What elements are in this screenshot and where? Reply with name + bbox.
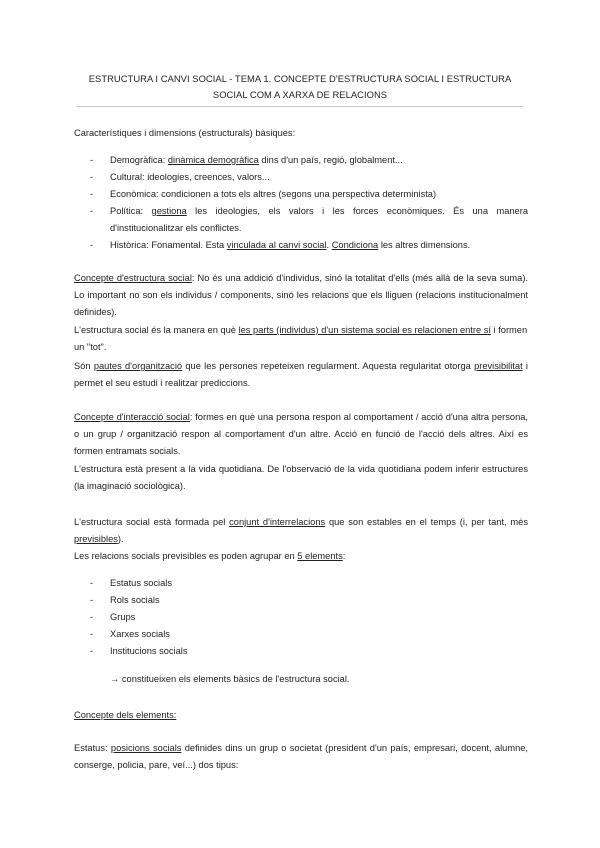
- list-dash: -: [90, 189, 94, 199]
- list-item: - Grups: [74, 609, 528, 626]
- estructura-paragraph-3: Són pautes d'organització que les persones repeteixen regularment. Aquesta regularitat otorga previsibilitat i permet el seu estudi i realitzar prediccions.: [74, 361, 528, 388]
- list-dash: -: [90, 595, 94, 605]
- list-dash: -: [90, 578, 94, 588]
- section-heading-elements: Concepte dels elements:: [74, 710, 177, 720]
- estructura-paragraph-1: Concepte d'estructura social: No és una addició d'individus, sinó la totalitat d'ells (més allà de la seva suma). Lo important no son els individus / components, sinó les relacions que els lliguen (relacions institucionalment definides).: [74, 273, 528, 317]
- arrow-note: → constitueixen els elements bàsics de l'estructura social.: [110, 674, 350, 684]
- list-dash: -: [90, 206, 94, 216]
- title-line-2: SOCIAL COM A XARXA DE RELACIONS: [212, 89, 388, 100]
- list-item: - Rols socials: [74, 592, 528, 609]
- title-divider: [76, 106, 523, 107]
- list-item: - Estatus socials: [74, 575, 528, 592]
- title-line-1: ESTRUCTURA I CANVI SOCIAL - TEMA 1. CONCEPTE D'ESTRUCTURA SOCIAL I ESTRUCTURA: [88, 73, 512, 84]
- formada-paragraph-1: L'estructura social està formada pel conjunt d'interrelacions que son estables en el temps (i, per tant, més previsibles).: [74, 517, 528, 544]
- elements-list: [74, 575, 528, 660]
- formada-paragraph-2: Les relacions socials previsibles es poden agrupar en 5 elements:: [74, 551, 346, 561]
- list-item: - Institucions socials: [74, 643, 528, 660]
- list-dash: -: [90, 629, 94, 639]
- list-dash: -: [90, 612, 94, 622]
- interaccio-paragraph-1: Concepte d'interacció social: formes en què una persona respon al comportament / acció d'una altra persona, o un grup / organització respon al comportament d'un altre. Acció en funció de l'acció dels altres. Així es formen entramats socials.: [74, 412, 528, 456]
- list-dash: -: [90, 172, 94, 182]
- list-item: - Política: gestiona les ideologies, els valors i les forces econòmiques. És una manera d'institucionalitzar els conflictes.: [74, 203, 528, 237]
- interaccio-paragraph-2: L'estructura està present a la vida quotidiana. De l'observació de la vida quotidiana podem inferir estructures (la imaginació sociològica).: [74, 464, 528, 491]
- list-dash: -: [90, 240, 94, 250]
- list-item: - Econòmica: condicionen a tots els altres (segons una perspectiva determinista): [74, 186, 528, 203]
- document-title: [60, 71, 540, 103]
- term-estructura: Concepte d'estructura social: [74, 273, 192, 283]
- dimensions-list: [74, 152, 528, 254]
- list-item: - Cultural: ideologies, creences, valors...: [74, 169, 528, 186]
- list-item: - Històrica: Fonamental. Esta vinculada al canvi social. Condiciona les altres dimensions.: [74, 237, 528, 254]
- list-item: - Demogràfica: dinàmica demogràfica dins d'un país, regió, globalment...: [74, 152, 528, 169]
- estatus-paragraph: Estatus: posicions socials definides dins un grup o societat (president d'un país, empresari, docent, alumne, conserge, policia, pare, veí...) dos tipus:: [74, 743, 528, 770]
- term-interaccio: Concepte d'interacció social: [74, 412, 190, 422]
- intro-heading: Característiques i dimensions (estructurals) bàsiques:: [74, 128, 296, 138]
- list-item: - Xarxes socials: [74, 626, 528, 643]
- list-dash: -: [90, 155, 94, 165]
- estructura-paragraph-2: L'estructura social és la manera en què les parts (individus) d'un sistema social es relacionen entre sí i formen un "tot".: [74, 325, 528, 352]
- list-dash: -: [90, 646, 94, 656]
